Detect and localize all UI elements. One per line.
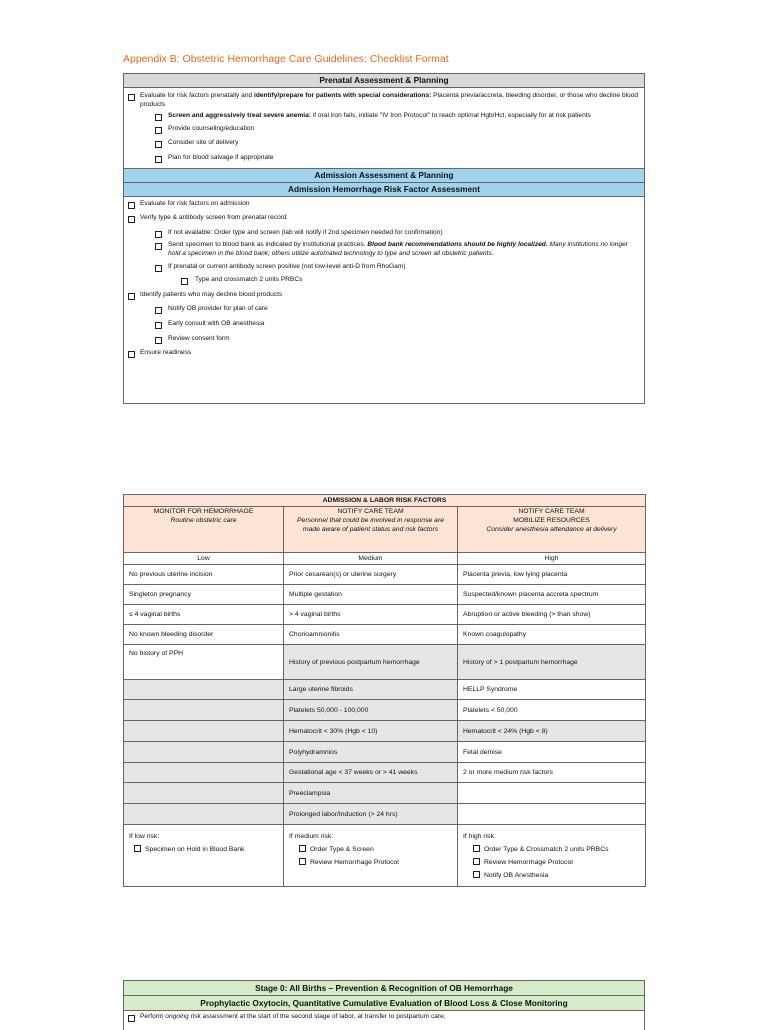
checkbox[interactable]: [128, 351, 135, 358]
table-row: Polyhydramnios Fetal demise: [124, 742, 646, 763]
table-row: Gestational age < 37 weeks or > 41 weeks 2 or more medium risk factors: [124, 763, 646, 783]
checkbox[interactable]: [181, 278, 188, 285]
list-item: If prenatal or current antibody screen positive (not low-level anti-D from RhoGam): [155, 263, 640, 272]
checkbox[interactable]: [128, 202, 135, 209]
checkbox[interactable]: [155, 141, 162, 148]
list-item: Verify type & antibody screen from prenatal record: [128, 214, 640, 223]
risk-actions-row: If low risk: Specimen on Hold in Blood Bank If medium risk: Order Type & Screen Review Hemorrhage Protocol If high risk: Order Type & Crossmatch 2 units PRBCs Review Hemorrhage Protocol Notify OB Anesthesia: [124, 825, 646, 887]
high-column-header: NOTIFY CARE TEAM MOBILIZE RESOURCES Consider anesthesia attendance at delivery: [458, 507, 646, 553]
list-item: Review Hemorrhage Protocol: [463, 856, 640, 869]
checkbox[interactable]: [155, 127, 162, 134]
low-column-header: MONITOR FOR HEMORRHAGE Routine obstetric care: [124, 507, 284, 553]
checkbox[interactable]: [155, 265, 162, 272]
checkbox[interactable]: [473, 871, 480, 878]
checkbox[interactable]: [155, 243, 162, 250]
list-item: Order Type & Screen: [289, 843, 452, 856]
table-row: Platelets 50,000 - 100,000 Platelets < 50,000: [124, 700, 646, 721]
checkbox[interactable]: [155, 322, 162, 329]
checkbox[interactable]: [299, 845, 306, 852]
list-item: Evaluate for risk factors on admission: [128, 200, 640, 209]
table-row: Preeclampsia: [124, 783, 646, 804]
list-item: Plan for blood salvage if appropriate: [155, 154, 640, 163]
list-item: Provide counseling/education: [155, 125, 640, 134]
checkbox[interactable]: [155, 307, 162, 314]
list-item: Specimen on Hold in Blood Bank: [129, 843, 278, 856]
list-item: Notify OB Anesthesia: [463, 869, 640, 882]
checkbox[interactable]: [155, 231, 162, 238]
checkbox[interactable]: [128, 293, 135, 300]
table-row: Prolonged labor/Induction (> 24 hrs): [124, 804, 646, 825]
list-item: Notify OB provider for plan of care: [155, 305, 640, 314]
checkbox[interactable]: [128, 94, 135, 101]
list-item: Evaluate for risk factors prenatally and identify/prepare for patients with special considerations: Placenta previa/accreta, bleeding disorder, or those who decline blood products: [128, 92, 640, 109]
stage0-box: [123, 980, 645, 1030]
admission-header: Admission Assessment & Planning: [124, 168, 644, 183]
admission-subheader: Admission Hemorrhage Risk Factor Assessment: [124, 183, 644, 197]
list-item: Review Hemorrhage Protocol: [289, 856, 452, 869]
checkbox[interactable]: [299, 858, 306, 865]
level-high: High: [458, 553, 646, 565]
checkbox[interactable]: [155, 337, 162, 344]
checkbox[interactable]: [473, 858, 480, 865]
appendix-title: Appendix B: Obstetric Hemorrhage Care Guidelines: Checklist Format: [123, 53, 449, 65]
list-item: Early consult with OB anesthesia: [155, 320, 640, 329]
list-item: Perform ongoing risk assessment at the start of the second stage of labor, at transfer to postpartum care,: [128, 1013, 640, 1022]
list-item: Ensure readiness: [128, 349, 640, 358]
level-medium: Medium: [284, 553, 458, 565]
list-item: If not available: Order type and screen (lab will notify if 2nd specimen needed for confirmation): [155, 229, 640, 238]
level-low: Low: [124, 553, 284, 565]
checkbox[interactable]: [128, 216, 135, 223]
table-row: Large uterine fibroids HELLP Syndrome: [124, 680, 646, 700]
medium-column-header: NOTIFY CARE TEAM Personnel that could be involved in response are made aware of patient status and risk factors: [284, 507, 458, 553]
list-item: Identify patients who may decline blood products: [128, 291, 640, 300]
checkbox[interactable]: [155, 114, 162, 121]
list-item: Type and crossmatch 2 units PRBCs: [181, 276, 640, 285]
risk-factors-table: [123, 494, 646, 887]
stage0-header: Stage 0: All Births – Prevention & Recognition of OB Hemorrhage: [124, 981, 644, 996]
table-row: No history of PPH History of previous postpartum hemorrhage History of > 1 postpartum hemorrhage: [124, 645, 646, 680]
checkbox[interactable]: [473, 845, 480, 852]
risk-table-title: ADMISSION & LABOR RISK FACTORS: [124, 495, 646, 507]
list-item: Send specimen to blood bank as indicated by institutional practices. Blood bank recommendations should be highly localized. Many institutions no longer hold a specimen in the blood bank; others utilize automated technology to type and screen all obstetric patients.: [155, 241, 640, 258]
list-item: Consider site of delivery: [155, 139, 640, 148]
prenatal-header: Prenatal Assessment & Planning: [124, 74, 644, 88]
table-row: Hematocrit < 30% (Hgb < 10) Hematocrit < 24% (Hgb < 8): [124, 721, 646, 742]
stage0-subheader: Prophylactic Oxytocin, Quantitative Cumulative Evaluation of Blood Loss & Close Monitoring: [124, 996, 644, 1011]
prenatal-admission-box: [123, 73, 645, 404]
checkbox[interactable]: [155, 156, 162, 163]
checkbox[interactable]: [128, 1015, 135, 1022]
list-item: Order Type & Crossmatch 2 units PRBCs: [463, 843, 640, 856]
table-row: ≤ 4 vaginal births > 4 vaginal births Abruption or active bleeding (> than show): [124, 605, 646, 625]
table-row: No previous uterine incision Prior cesarean(s) or uterine surgery Placenta previa, low lying placenta: [124, 565, 646, 585]
table-row: No known bleeding disorder Chorioamnionitis Known coagulopathy: [124, 625, 646, 645]
list-item: Review consent form: [155, 335, 640, 344]
table-row: Singleton pregnancy Multiple gestation Suspected/known placenta accreta spectrum: [124, 585, 646, 605]
checkbox[interactable]: [134, 845, 141, 852]
list-item: Screen and aggressively treat severe anemia: if oral iron fails, initiate "IV Iron Protocol" to reach optimal Hgb/Hct, especially for at risk patients: [155, 112, 640, 121]
